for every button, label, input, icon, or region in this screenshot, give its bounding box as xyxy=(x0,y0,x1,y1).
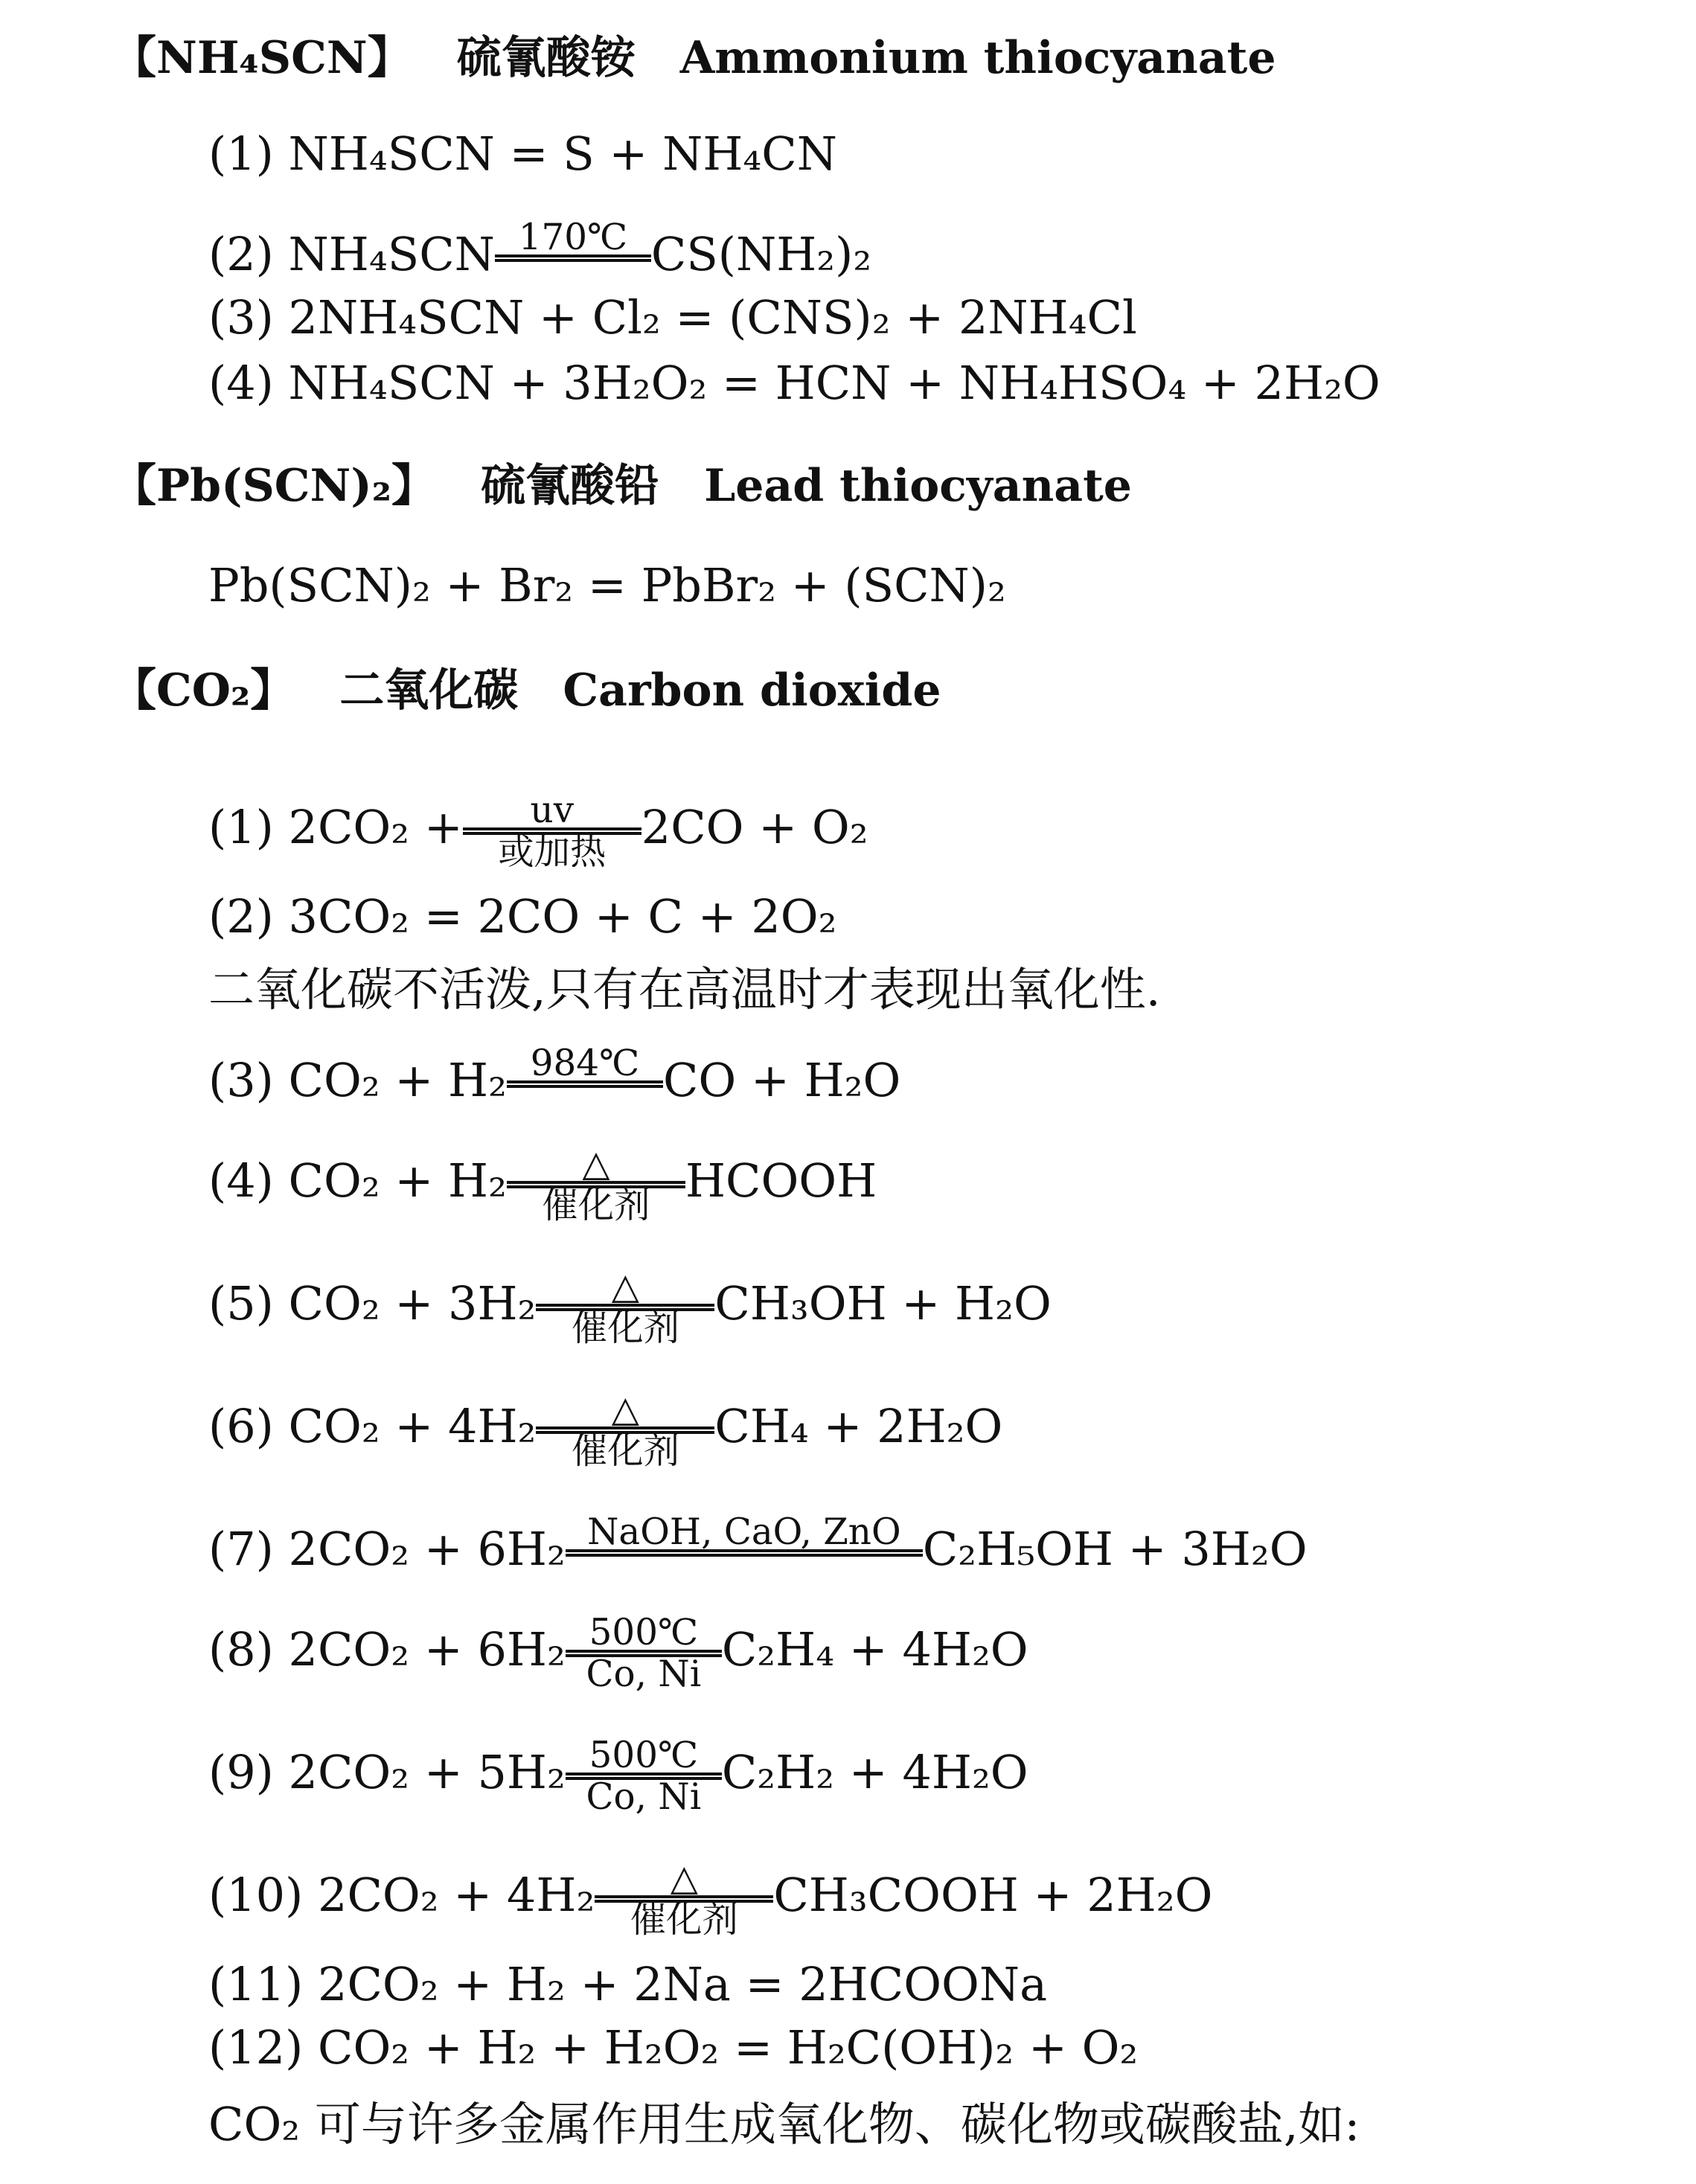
reaction-arrow xyxy=(595,1857,773,1941)
equation xyxy=(208,1511,1308,1576)
equation-label: (1) xyxy=(208,127,274,181)
equation-label: (9) xyxy=(208,1745,274,1799)
equation-right: CO + H₂O xyxy=(662,1053,901,1107)
equation xyxy=(208,889,837,944)
heading-cn: 硫氰酸铵 xyxy=(456,32,636,84)
reaction-arrow xyxy=(495,216,651,281)
section-heading-pbscn xyxy=(112,450,1132,514)
equation xyxy=(208,1042,901,1107)
equation xyxy=(208,1957,1047,2011)
heading-en: Lead thiocyanate xyxy=(704,460,1132,512)
arrow-condition-top: △ xyxy=(582,1142,610,1185)
arrow-condition-bottom: Co, Ni xyxy=(586,1653,702,1695)
equation xyxy=(208,1388,1003,1472)
equation xyxy=(208,1142,877,1226)
equation-left: CO₂ + 3H₂ xyxy=(288,1276,537,1330)
equation-label: (8) xyxy=(208,1622,274,1677)
equation-right: C₂H₂ + 4H₂O xyxy=(721,1745,1028,1799)
equation xyxy=(208,216,872,281)
equation-right: 2CO + O₂ xyxy=(641,800,868,854)
equation-text: 3CO₂ = 2CO + C + 2O₂ xyxy=(288,889,837,944)
equation-label: (4) xyxy=(208,1153,274,1208)
equation-right: HCOOH xyxy=(685,1153,877,1208)
note-text: 二氧化碳不活泼,只有在高温时才表现出氧化性. xyxy=(208,962,1161,1016)
equation xyxy=(208,1265,1052,1349)
arrow-condition-top: NaOH, CaO, ZnO xyxy=(587,1511,901,1553)
equation-text: 2NH₄SCN + Cl₂ = (CNS)₂ + 2NH₄Cl xyxy=(288,290,1137,345)
equation-label: (10) xyxy=(208,1868,304,1922)
equation-label: (3) xyxy=(208,290,274,345)
reaction-arrow xyxy=(536,1388,714,1472)
equation-left: 2CO₂ + 5H₂ xyxy=(288,1745,566,1799)
reaction-arrow xyxy=(536,1265,714,1349)
equation-label: (6) xyxy=(208,1399,274,1453)
equation xyxy=(208,789,868,873)
equation xyxy=(208,127,837,181)
arrow-condition-top: △ xyxy=(611,1388,639,1430)
equation-label: (4) xyxy=(208,356,274,410)
arrow-condition-top: 984℃ xyxy=(530,1042,640,1084)
equation-label: (3) xyxy=(208,1053,274,1107)
reaction-arrow xyxy=(566,1734,722,1818)
equation-text: 2CO₂ + H₂ + 2Na = 2HCOONa xyxy=(318,1957,1048,2011)
arrow-condition-bottom: 催化剂 xyxy=(630,1898,738,1941)
equation-right: C₂H₄ + 4H₂O xyxy=(721,1622,1028,1677)
note-text: CO₂ 可与许多金属作用生成氧化物、碳化物或碳酸盐,如: xyxy=(208,2097,1360,2151)
arrow-condition-top: uv xyxy=(530,789,575,831)
equation-right: CH₃OH + H₂O xyxy=(714,1276,1052,1330)
reaction-arrow xyxy=(507,1042,663,1107)
equation-right: CH₃COOH + 2H₂O xyxy=(773,1868,1213,1922)
equation xyxy=(208,290,1137,345)
section-heading-co2 xyxy=(112,655,941,719)
equation-right: CH₄ + 2H₂O xyxy=(714,1399,1003,1453)
arrow-condition-bottom: 催化剂 xyxy=(542,1184,650,1226)
heading-en: Carbon dioxide xyxy=(563,665,941,717)
equation xyxy=(208,1857,1213,1941)
equation xyxy=(208,1611,1028,1695)
arrow-condition-top: 500℃ xyxy=(589,1734,699,1776)
equation-label: (12) xyxy=(208,2020,304,2075)
equation-right: C₂H₅OH + 3H₂O xyxy=(922,1522,1308,1576)
equation-label: (2) xyxy=(208,227,274,281)
equation-left: 2CO₂ + 6H₂ xyxy=(288,1622,566,1677)
equation xyxy=(208,558,1006,612)
reaction-arrow xyxy=(507,1142,685,1226)
equation-label: (11) xyxy=(208,1957,304,2011)
equation-label: (7) xyxy=(208,1522,274,1576)
equation-label: (2) xyxy=(208,889,274,944)
heading-cn: 二氧化碳 xyxy=(339,665,519,717)
equation xyxy=(208,2020,1138,2075)
equation-left: NH₄SCN xyxy=(288,227,495,281)
reaction-arrow xyxy=(566,1511,923,1576)
equation-left: 2CO₂ + xyxy=(288,800,463,854)
arrow-condition-top: 500℃ xyxy=(589,1611,699,1653)
equation-text: NH₄SCN = S + NH₄CN xyxy=(288,127,837,181)
heading-formula: 【NH₄SCN】 xyxy=(112,32,412,84)
equation-label: (1) xyxy=(208,800,274,854)
arrow-condition-bottom: 催化剂 xyxy=(571,1429,679,1472)
equation-text: NH₄SCN + 3H₂O₂ = HCN + NH₄HSO₄ + 2H₂O xyxy=(288,356,1380,410)
arrow-condition-top: 170℃ xyxy=(518,216,628,258)
reaction-arrow xyxy=(566,1611,722,1695)
equation xyxy=(208,1734,1028,1818)
arrow-condition-top: △ xyxy=(670,1857,698,1899)
heading-cn: 硫氰酸铅 xyxy=(481,460,660,512)
arrow-condition-bottom: 催化剂 xyxy=(571,1307,679,1349)
equation-left: CO₂ + H₂ xyxy=(288,1153,507,1208)
equation-left: CO₂ + 4H₂ xyxy=(288,1399,537,1453)
equation-right: CS(NH₂)₂ xyxy=(650,227,872,281)
equation-text: CO₂ + H₂ + H₂O₂ = H₂C(OH)₂ + O₂ xyxy=(318,2020,1139,2075)
heading-formula: 【CO₂】 xyxy=(112,665,295,717)
section-heading-nh4scn xyxy=(112,22,1276,86)
equation-left: 2CO₂ + 4H₂ xyxy=(318,1868,595,1922)
equation-left: 2CO₂ + 6H₂ xyxy=(288,1522,566,1576)
arrow-condition-top: △ xyxy=(611,1265,639,1307)
equation-text: Pb(SCN)₂ + Br₂ = PbBr₂ + (SCN)₂ xyxy=(208,558,1006,612)
reaction-arrow xyxy=(463,789,641,873)
arrow-condition-bottom: 或加热 xyxy=(498,830,607,873)
heading-en: Ammonium thiocyanate xyxy=(679,32,1276,84)
equation-label: (5) xyxy=(208,1276,274,1330)
arrow-condition-bottom: Co, Ni xyxy=(586,1775,702,1818)
equation-left: CO₂ + H₂ xyxy=(288,1053,507,1107)
equation xyxy=(208,356,1380,410)
heading-formula: 【Pb(SCN)₂】 xyxy=(112,460,437,512)
